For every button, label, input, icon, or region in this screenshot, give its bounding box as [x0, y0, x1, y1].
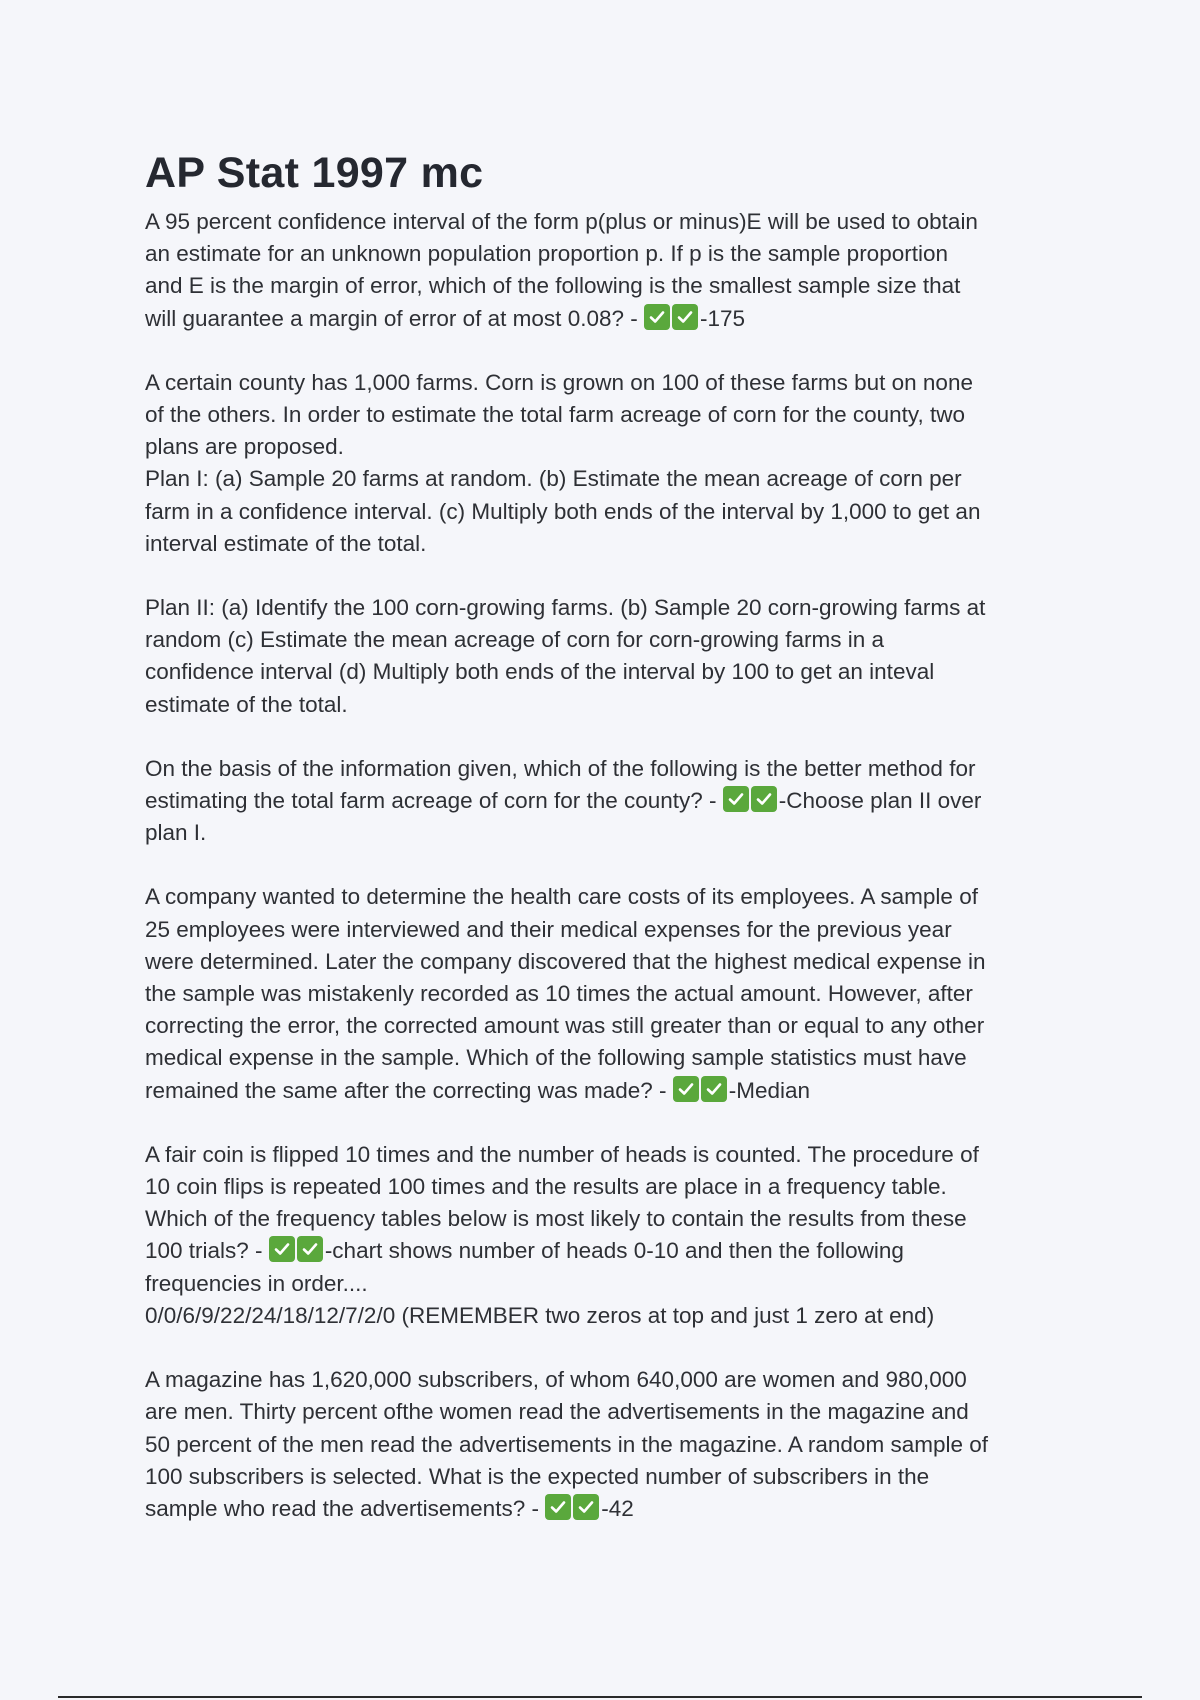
answer-prefix: estimating the total farm acreage of corn for the county? -	[145, 788, 723, 814]
question-list	[145, 206, 1065, 1525]
answer-line	[145, 303, 1065, 335]
answer-prefix: will guarantee a margin of error of at most 0.08? -	[145, 305, 644, 331]
text-line: On the basis of the information given, which of the following is the better method for	[145, 755, 976, 781]
text-line: medical expense in the sample. Which of the following sample statistics must have	[145, 1045, 967, 1071]
answer-line	[145, 1493, 1065, 1525]
answer-prefix: sample who read the advertisements? -	[145, 1495, 546, 1521]
check-mark-icon	[673, 1076, 699, 1102]
answer-line	[145, 785, 1065, 817]
text-line: plan I.	[145, 820, 207, 846]
text-line: 100 subscribers is selected. What is the expected number of subscribers in the	[145, 1463, 930, 1489]
answer-text: -175	[700, 305, 746, 331]
text-line: Which of the frequency tables below is most likely to contain the results from these	[145, 1206, 967, 1232]
text-line: of the others. In order to estimate the total farm acreage of corn for the county, two	[145, 402, 966, 428]
question-paragraph	[145, 1364, 1065, 1525]
text-line: interval estimate of the total.	[145, 530, 427, 556]
text-line: Plan I: (a) Sample 20 farms at random. (b) Estimate the mean acreage of corn per	[145, 466, 962, 492]
check-mark-icon	[297, 1236, 323, 1262]
text-line: and E is the margin of error, which of the following is the smallest sample size that	[145, 273, 961, 299]
text-line: confidence interval (d) Multiply both ends of the interval by 100 to get an inteval	[145, 659, 935, 685]
check-mark-icon	[672, 304, 698, 330]
question-paragraph	[145, 367, 1065, 560]
text-line: A magazine has 1,620,000 subscribers, of whom 640,000 are women and 980,000	[145, 1367, 967, 1393]
answer-text: -42	[601, 1495, 634, 1521]
check-mark-icon	[573, 1494, 599, 1520]
question-paragraph	[145, 206, 1065, 335]
text-line: random (c) Estimate the mean acreage of corn for corn-growing farms in a	[145, 627, 885, 653]
text-line: the sample was mistakenly recorded as 10 times the actual amount. However, after	[145, 981, 973, 1007]
check-mark-icon	[723, 786, 749, 812]
check-mark-icon	[545, 1494, 571, 1520]
text-line: correcting the error, the corrected amount was still greater than or equal to any other	[145, 1013, 985, 1039]
text-line: A fair coin is flipped 10 times and the number of heads is counted. The procedure of	[145, 1141, 979, 1167]
answer-text: -Median	[728, 1077, 811, 1103]
answer-line	[145, 1075, 1065, 1107]
answer-text: -chart shows number of heads 0-10 and then the following	[324, 1238, 904, 1264]
text-line: farm in a confidence interval. (c) Multiply both ends of the interval by 1,000 to get an	[145, 498, 981, 524]
text-line: plans are proposed.	[145, 434, 344, 460]
check-mark-icon	[644, 304, 670, 330]
question-paragraph	[145, 881, 1065, 1106]
page-title: AP Stat 1997 mc	[145, 149, 484, 197]
text-line: frequencies in order....	[145, 1270, 368, 1296]
check-mark-icon	[701, 1076, 727, 1102]
check-mark-icon	[751, 786, 777, 812]
answer-prefix: remained the same after the correcting was made? -	[145, 1077, 673, 1103]
check-mark-icon	[269, 1236, 295, 1262]
text-line: Plan II: (a) Identify the 100 corn-growing farms. (b) Sample 20 corn-growing farms at	[145, 595, 986, 621]
text-line: 0/0/6/9/22/24/18/12/7/2/0 (REMEMBER two zeros at top and just 1 zero at end)	[145, 1302, 935, 1328]
text-line: estimate of the total.	[145, 691, 348, 717]
answer-line	[145, 1235, 1065, 1267]
text-line: A certain county has 1,000 farms. Corn is grown on 100 of these farms but on none	[145, 369, 973, 395]
question-paragraph	[145, 592, 1065, 721]
text-line: 50 percent of the men read the advertisements in the magazine. A random sample of	[145, 1431, 988, 1457]
text-line: 10 coin flips is repeated 100 times and the results are place in a frequency table.	[145, 1174, 947, 1200]
text-line: were determined. Later the company discovered that the highest medical expense in	[145, 948, 986, 974]
text-line: an estimate for an unknown population proportion p. If p is the sample proportion	[145, 241, 948, 267]
question-paragraph	[145, 1139, 1065, 1332]
question-paragraph	[145, 753, 1065, 850]
answer-text: -Choose plan II over	[778, 788, 982, 814]
answer-prefix: 100 trials? -	[145, 1238, 269, 1264]
page-bottom-rule	[58, 1696, 1142, 1698]
text-line: A 95 percent confidence interval of the form p(plus or minus)E will be used to obtain	[145, 209, 978, 234]
text-line: are men. Thirty percent ofthe women read the advertisements in the magazine and	[145, 1399, 969, 1425]
text-line: 25 employees were interviewed and their medical expenses for the previous year	[145, 916, 952, 942]
document-page	[145, 148, 1065, 1557]
text-line: A company wanted to determine the health care costs of its employees. A sample of	[145, 884, 978, 910]
